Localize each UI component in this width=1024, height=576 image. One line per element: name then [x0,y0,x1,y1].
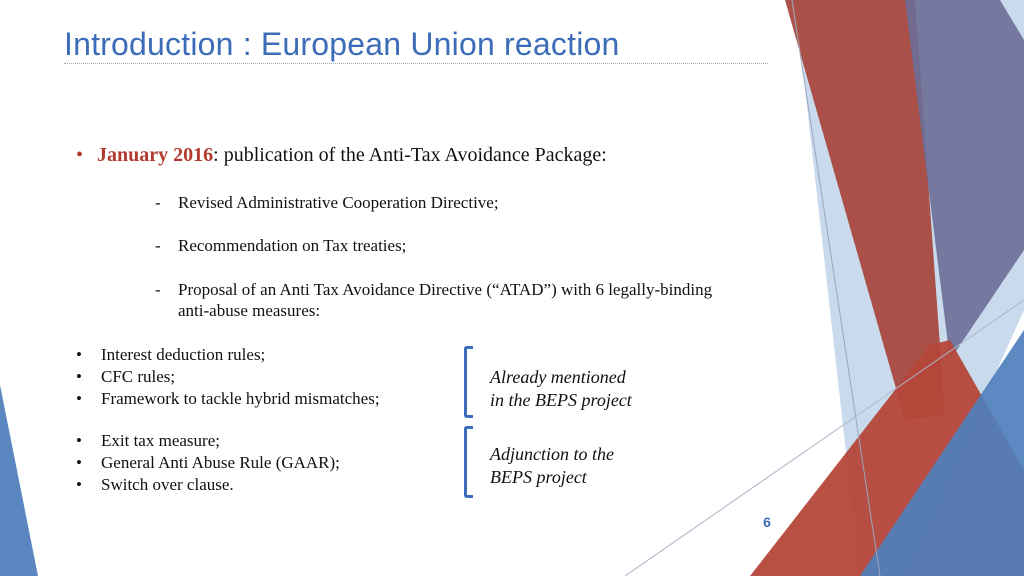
measure-text: Framework to tackle hybrid mismatches; [101,389,380,408]
group-note-line: Adjunction to the [490,444,614,464]
sub-item-continuation: anti-abuse measures: [178,301,321,320]
bullet-marker: • [76,431,82,450]
group-note-line: in the BEPS project [490,390,632,410]
bullet-marker: • [76,475,82,494]
bracket [464,346,473,418]
sub-item [155,193,499,213]
main-bullet [76,144,607,167]
measure-item [76,389,380,409]
sub-item-dash: - [155,280,161,299]
measure-text: Exit tax measure; [101,431,220,450]
bullet-marker: • [76,144,84,166]
left-blue-triangle [0,385,38,576]
bullet-marker: • [76,453,82,472]
group-note [490,366,632,412]
measure-item [76,345,265,365]
group-note-line: BEPS project [490,467,587,487]
bracket [464,426,473,498]
sub-item [155,236,406,256]
sub-item-text: Recommendation on Tax treaties; [178,236,407,255]
page-number: 6 [763,514,771,530]
bullet-marker: • [76,367,82,386]
title-divider [64,63,768,64]
bullet-marker: • [76,345,82,364]
sub-item-dash: - [155,193,161,212]
sub-item-text: Proposal of an Anti Tax Avoidance Directive (“ATAD”) with 6 legally-binding [178,280,713,299]
group-note [490,443,614,489]
bullet-marker: • [76,389,82,408]
slide-title: Introduction : European Union reaction [64,26,620,62]
measure-item [76,453,340,473]
group-note-line: Already mentioned [490,367,626,387]
main-bullet-date: January 2016 [97,144,214,166]
sub-item-text: Revised Administrative Cooperation Directive; [178,193,499,212]
sub-item-dash: - [155,236,161,255]
measure-text: Interest deduction rules; [101,345,266,364]
measure-text: General Anti Abuse Rule (GAAR); [101,453,340,472]
measure-text: Switch over clause. [101,475,234,494]
measure-item [76,367,175,387]
measure-text: CFC rules; [101,367,176,386]
measure-item [76,475,234,495]
measure-item [76,431,220,451]
sub-item [155,280,713,320]
main-bullet-text: : publication of the Anti-Tax Avoidance Package: [213,144,607,166]
